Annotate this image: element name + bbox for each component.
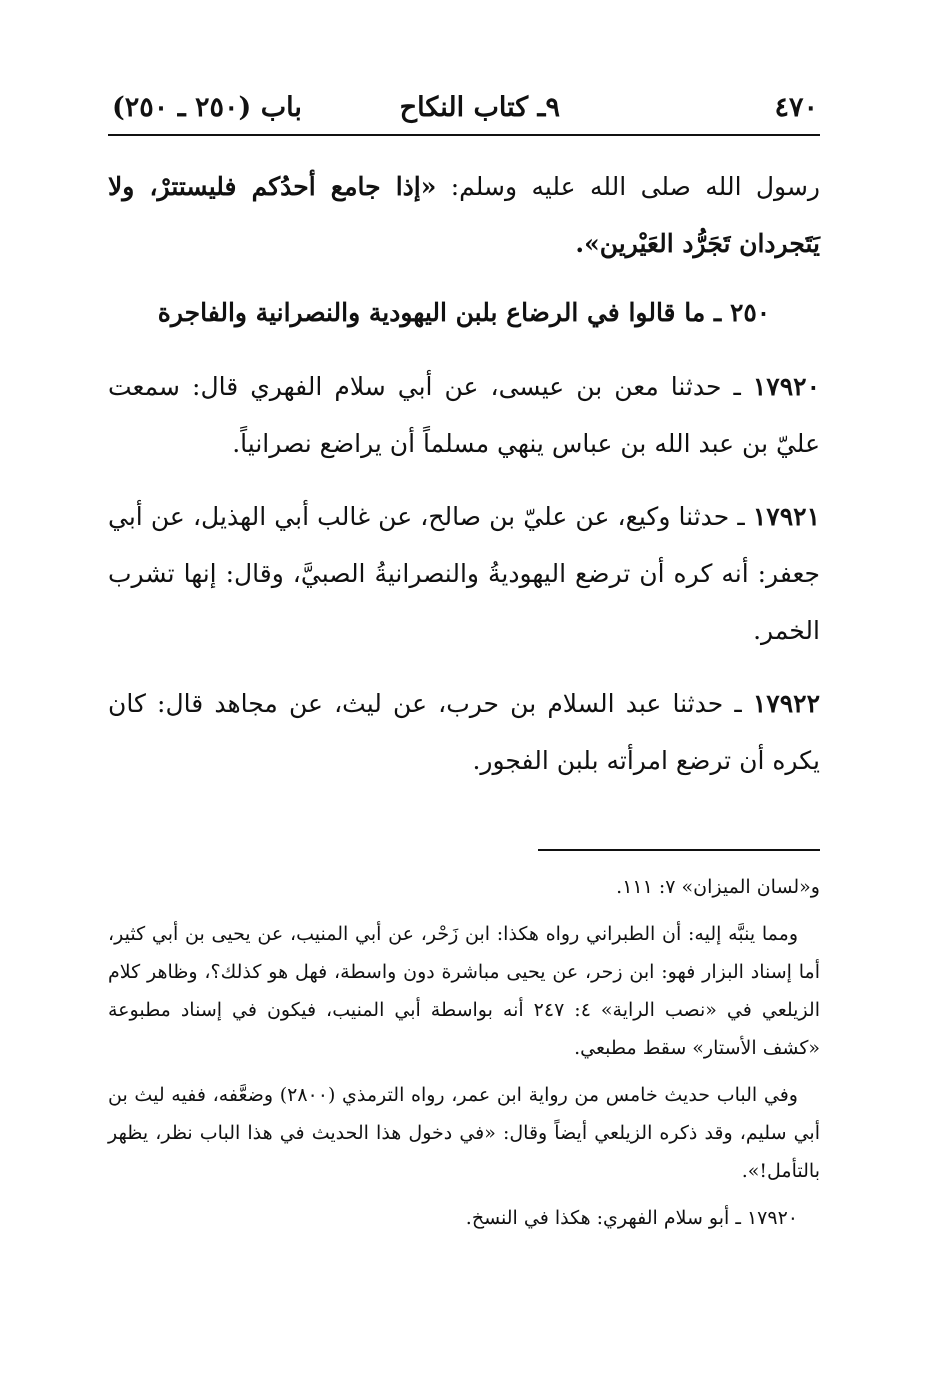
page-number: ٤٧٠ [774,92,818,123]
hadith-17921 [108,488,820,659]
hadith-number: ١٧٩٢٢ [752,689,820,718]
hadith-number: ١٧٩٢٠ [752,372,820,401]
hadith-text: ـ حدثنا معن بن عيسى، عن أبي سلام الفهري قال: سمعت عليّ بن عبد الله بن عباس ينهي مسلماً أن يراضع نصرانياً. [108,372,820,458]
hadith-17922 [108,675,820,789]
main-text [108,158,820,789]
book-title: ٩ـ كتاب النكاح [399,92,560,123]
hadith-text: ـ حدثنا عبد السلام بن حرب، عن ليث، عن مجاهد قال: كان يكره أن ترضع امرأته بلبن الفجور. [108,689,820,775]
intro-paragraph [108,158,820,272]
book-page [108,84,820,1229]
footnotes [108,868,820,1237]
intro-quote: «إذا جامع أحدُكم فليستترْ، ولا يَتَجردان تَجَرُّد العَيْرين». [108,172,820,258]
footnote-divider [538,849,820,851]
footnote-line: و«لسان الميزان» ٧: ١١١. [616,876,820,898]
hadith-17920 [108,358,820,472]
section-heading: ٢٥٠ ـ ما قالوا في الرضاع بلبن اليهودية والنصرانية والفاجرة [157,298,771,327]
section-range: باب (٢٥٠ ـ ٢٥٠) [112,92,302,123]
running-header [108,84,820,136]
hadith-number: ١٧٩٢١ [752,502,820,531]
footnote-paragraph: وفي الباب حديث خامس من رواية ابن عمر، رواه الترمذي (٢٨٠٠) وضعَّفه، ففيه ليث بن أبي سليم، وقد ذكره الزيلعي أيضاً وقال: «في دخول هذا الحديث في هذا الباب نظر، يظهر بالتأمل!». [108,1084,820,1182]
intro-plain-text: رسول الله صلى الله عليه وسلم: [436,172,820,201]
hadith-text: ـ حدثنا وكيع، عن عليّ بن صالح، عن غالب أبي الهذيل، عن أبي جعفر: أنه كره أن ترضع اليهوديةُ والنصرانيةُ الصبيَّ، وقال: إنها تشرب الخمر. [108,502,820,645]
footnote-paragraph: ١٧٩٢٠ ـ أبو سلام الفهري: هكذا في النسخ. [465,1207,798,1229]
footnote-paragraph: ومما ينبَّه إليه: أن الطبراني رواه هكذا: ابن زَحْر، عن أبي المنيب، عن يحيى بن أبي كثير، أما إسناد البزار فهو: ابن زحر، عن يحيى مباشرة دون واسطة، فهل هو كذلك؟، وظاهر كلام الزيلعي في «نصب الراية» ٤: ٢٤٧ أنه بواسطة أبي المنيب، فيكون في إسناد مطبوعة «كشف الأستار» سقط مطبعي. [108,923,820,1059]
